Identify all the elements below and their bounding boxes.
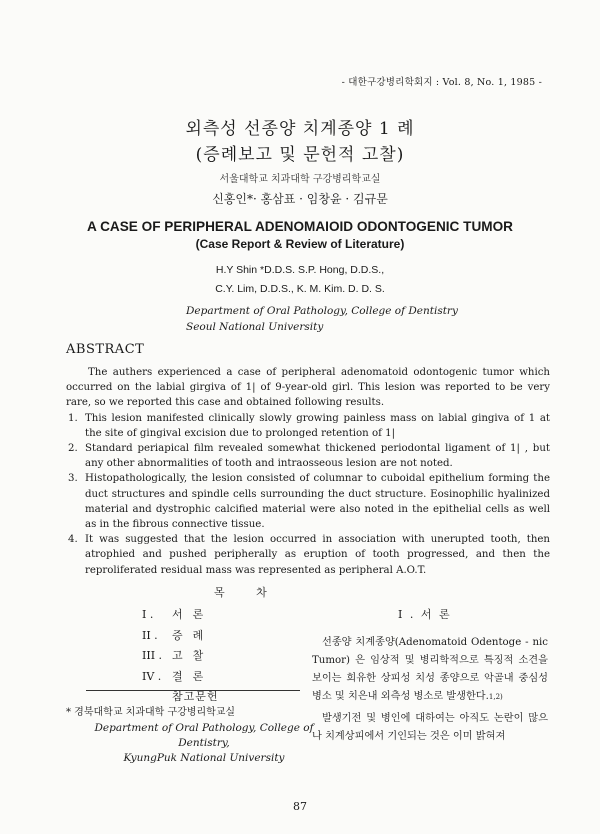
body-text: 선종양 치계종양(Adenomatoid Odentoge - nic Tumor) 은 임상적 및 병리학적으로 특징적 소견을 보이는 희유한 상피성 치성 종양으로 악골내 중심성 병소 및 치은내 외측성 병소로 발생한다. <box>312 637 548 702</box>
item-text: It was suggested that the lesion occurred in association with unerupted tooth, then atrophied and pushed peripherally as eruption of tooth progressed, and then the reproliferated residual mass was represented as peripheral A.O.T. <box>85 534 550 576</box>
table-of-contents <box>142 606 219 709</box>
item-text: This lesion manifested clinically slowly growing painless mass on labial gingiva of 1 at the site of gingival excision due to prolonged retention of 1| <box>85 412 550 439</box>
reference-superscript: 1,2) <box>488 693 503 701</box>
item-number: 4. <box>68 534 78 546</box>
item-number: 2. <box>68 443 78 455</box>
introduction-body <box>312 634 548 746</box>
toc-item <box>142 647 219 668</box>
toc-label: 서론 <box>172 608 214 621</box>
abstract-list <box>66 411 550 578</box>
title-english: A CASE OF PERIPHERAL ADENOMAIOID ODONTOGENIC TUMOR <box>87 219 513 234</box>
body-paragraph: 발생기전 및 병인에 대하여는 아직도 논란이 많으나 치계상피에서 기인되는 것은 이미 밝혀져 <box>312 713 548 742</box>
toc-label: 결론 <box>172 669 214 683</box>
authors-english-line2: C.Y. Lim, D.D.S., K. M. Kim. D. D. S. <box>215 283 385 295</box>
abstract-heading: ABSTRACT <box>66 342 145 357</box>
toc-item <box>142 627 219 648</box>
footnote-english-line2: KyungPuk National University <box>123 752 285 764</box>
toc-label: 참고문헌 <box>172 690 219 703</box>
toc-label: 증례 <box>172 628 214 642</box>
department-line1: Department of Oral Pathology, College of Dentistry <box>186 305 458 317</box>
toc-roman: II . <box>142 628 158 642</box>
department-line2: Seoul National University <box>186 321 324 333</box>
footnote-english-line1: Department of Oral Pathology, College of Dentistry, <box>94 722 314 749</box>
toc-roman: III . <box>142 649 163 662</box>
footnote-korean: * 경북대학교 치과대학 구강병리학교실 <box>66 707 236 718</box>
abstract-item <box>66 471 550 532</box>
abstract-body <box>66 365 550 578</box>
toc-heading: 목 차 <box>214 586 281 599</box>
toc-roman: I . <box>142 608 154 621</box>
abstract-intro: The authers experienced a case of peripheral adenomatoid odontogenic tumor which occurred on the labial girgiva of 1| of 9-year-old girl. This lesion was reported to be very rare, so we reported this case and obtained following results. <box>66 367 550 409</box>
section-heading-introduction: I . 서 론 <box>398 608 452 621</box>
journal-header: - 대한구강병리학회지 : Vol. 8, No. 1, 1985 - <box>341 77 542 88</box>
title-korean: 외측성 선종양 치계종양 1 례 <box>185 119 415 139</box>
subtitle-english: (Case Report & Review of Literature) <box>195 237 405 251</box>
affiliation-korean: 서울대학교 치과대학 구강병리학교실 <box>219 174 381 185</box>
toc-item <box>142 606 219 627</box>
item-text: Histopathologically, the lesion consisted of columnar to cuboidal epithelium forming the duct structures and spindle cells surrounding the duct structure. Eosinophilic hyalinized material and dystrophic calcified material were also noted in the epithelial cells as well as in the fibrous connective tissue. <box>85 473 550 531</box>
footnote-divider <box>86 690 300 691</box>
toc-roman: IV . <box>142 669 162 683</box>
toc-item <box>142 668 219 689</box>
item-number: 3. <box>68 473 78 485</box>
abstract-item <box>66 532 550 578</box>
abstract-item <box>66 411 550 441</box>
toc-label: 고찰 <box>172 649 214 662</box>
abstract-item <box>66 441 550 471</box>
item-number: 1. <box>68 412 78 424</box>
footnote-english <box>86 721 322 766</box>
authors-korean: 신홍인*· 홍삼표 · 임창윤 · 김규문 <box>212 192 388 206</box>
item-text: Standard periapical film revealed somewhat thickened periodontal ligament of 1| , but any other abnormalities of tooth and intraosseous lesion are not noted. <box>85 443 550 470</box>
title-korean-subtitle: (증례보고 및 문헌적 고찰) <box>195 145 405 165</box>
authors-english-line1: H.Y Shin *D.D.S. S.P. Hong, D.D.S., <box>215 264 385 276</box>
page-number: 87 <box>293 800 307 813</box>
body-paragraph <box>312 634 548 706</box>
